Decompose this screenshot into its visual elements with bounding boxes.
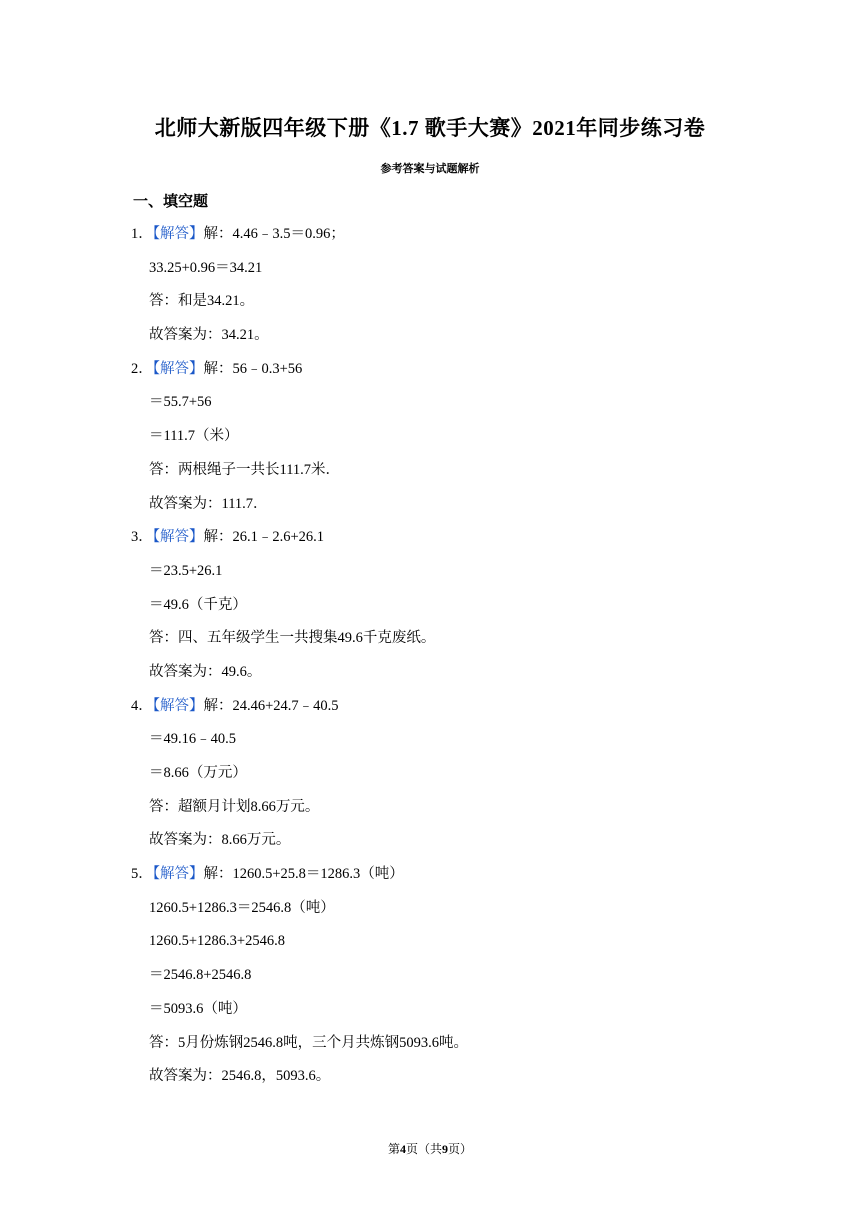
answer-list [131, 224, 751, 1100]
answer-line: 答：四、五年级学生一共搜集49.6千克废纸。 [149, 630, 436, 647]
item-number: 4． [131, 697, 153, 714]
answer-tag: 【解答】 [152, 529, 204, 546]
answer-item-3-first-line [131, 527, 751, 561]
answer-item-1-first-line [131, 224, 751, 258]
answer-line: 故答案为：2546.8，5093.6。 [149, 1068, 331, 1085]
answer-tag: 【解答】 [152, 866, 204, 883]
answer-line: 故答案为：34.21。 [149, 327, 269, 344]
footer-middle: 页（共 [405, 1142, 442, 1156]
answer-line: 答：超额月计划8.66万元。 [149, 798, 320, 815]
answer-line: 故答案为：49.6。 [149, 663, 262, 680]
footer-total-pages: 9 [442, 1142, 448, 1156]
page-footer [0, 1140, 860, 1157]
item-number: 1． [131, 226, 153, 242]
page-title: 北师大新版四年级下册《1.7 歌手大赛》2021年同步练习卷 [154, 116, 706, 140]
answer-line: 33.25+0.96＝34.21 [149, 259, 263, 276]
answer-line: 解：4.46﹣3.5＝0.96； [203, 226, 345, 242]
answer-line: 1260.5+1286.3＝2546.8（吨） [149, 899, 335, 916]
footer-prefix: 第 [387, 1142, 400, 1156]
answer-line: 1260.5+1286.3+2546.8 [149, 933, 285, 950]
answer-line: ＝23.5+26.1 [149, 562, 223, 579]
answer-line: 解：56﹣0.3+56 [203, 360, 303, 377]
answer-item-4-first-line [131, 696, 751, 730]
item-number: 5． [131, 866, 153, 883]
answer-tag: 【解答】 [152, 360, 204, 377]
answer-line: 解：1260.5+25.8＝1286.3（吨） [203, 866, 404, 883]
answer-line: ＝111.7（米） [149, 428, 239, 445]
section-heading: 一、填空题 [133, 194, 209, 210]
answer-line: ＝5093.6（吨） [149, 1000, 247, 1017]
answer-line: ＝49.16﹣40.5 [149, 731, 236, 748]
answer-line: 故答案为：8.66万元。 [149, 832, 291, 849]
item-number: 2． [131, 360, 153, 377]
answer-tag: 【解答】 [152, 697, 204, 714]
answer-tag: 【解答】 [152, 226, 204, 242]
answer-item-2-first-line [131, 359, 751, 393]
answer-line: 解：26.1﹣2.6+26.1 [203, 529, 325, 546]
answer-line: ＝55.7+56 [149, 394, 212, 411]
answer-line: ＝49.6（千克） [149, 596, 247, 613]
item-number: 3． [131, 529, 153, 546]
page-subtitle: 参考答案与试题解析 [380, 163, 480, 175]
footer-suffix: 页） [448, 1142, 473, 1156]
answer-line: 故答案为：111.7． [149, 495, 268, 512]
answer-line: 答：两根绳子一共长111.7米． [149, 461, 341, 478]
answer-line: 答：5月份炼钢2546.8吨，三个月共炼钢5093.6吨。 [149, 1034, 468, 1051]
footer-page-number: 4 [399, 1142, 406, 1156]
answer-item-5-first-line [131, 864, 751, 898]
answer-line: ＝2546.8+2546.8 [149, 967, 252, 984]
answer-line: ＝8.66（万元） [149, 765, 247, 781]
answer-line: 答：和是34.21。 [149, 293, 255, 310]
answer-line: 解：24.46+24.7﹣40.5 [203, 697, 339, 714]
